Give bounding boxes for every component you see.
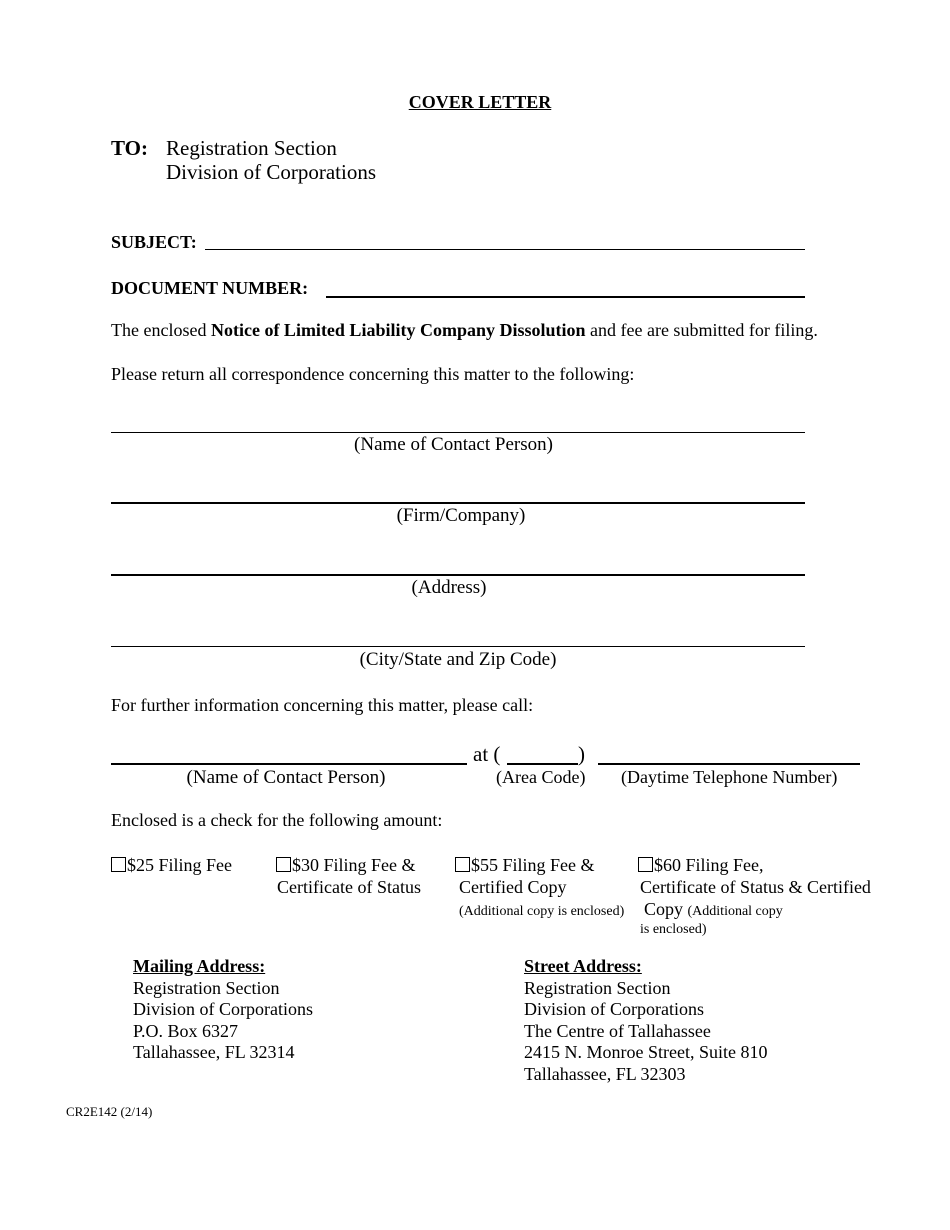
city-state-zip-field[interactable] [111,646,805,647]
to-line-2: Division of Corporations [166,160,376,184]
form-code: CR2E142 (2/14) [66,1104,153,1119]
city-state-zip-caption: (City/State and Zip Code) [359,649,557,670]
fee-option-30[interactable] [276,855,421,898]
street-address [524,956,767,1085]
phone-contact-name-field[interactable] [111,763,467,765]
fee-option-60-note-a: (Additional copy [687,904,783,919]
phone-close-paren: ) [578,742,585,766]
fee-option-25[interactable] [111,855,232,876]
phone-name-caption: (Name of Contact Person) [186,767,386,788]
fee-option-60[interactable] [638,855,871,938]
street-address-line: Registration Section [524,977,671,998]
contact-name-caption: (Name of Contact Person) [354,434,553,455]
phone-instruction: For further information concerning this matter, please call: [111,695,534,715]
enclosed-before: The enclosed [111,320,211,340]
mailing-address-line: Tallahassee, FL 32314 [133,1042,295,1062]
return-instruction: Please return all correspondence concerning this matter to the following: [111,364,635,384]
checkbox-25-fee[interactable] [111,857,126,872]
subject-label: SUBJECT: [111,232,197,252]
fee-option-30-line2: Certificate of Status [277,877,421,897]
area-code-field[interactable] [507,763,578,765]
fee-option-55-line1: $55 Filing Fee & [471,855,595,875]
to-line-1: Registration Section [166,136,337,160]
contact-name-field[interactable] [111,432,805,433]
address-field[interactable] [111,574,805,576]
fee-option-55-line2: Certified Copy [459,877,567,897]
telephone-number-field[interactable] [598,763,860,765]
street-address-line: 2415 N. Monroe Street, Suite 810 [524,1042,768,1062]
document-number-field[interactable] [326,296,805,298]
to-label: TO: [111,136,148,160]
enclosed-document-type: Notice of Limited Liability Company Dissolution [210,320,586,340]
enclosed-after: and fee are submitted for filing. [585,320,818,340]
firm-caption: (Firm/Company) [396,505,526,526]
fee-option-25-label: $25 Filing Fee [127,855,233,875]
mailing-address-line: P.O. Box 6327 [133,1020,239,1041]
mailing-address [133,956,313,1064]
fee-option-55[interactable] [455,855,624,922]
street-address-line: The Centre of Tallahassee [524,1020,711,1041]
street-address-line: Division of Corporations [524,999,704,1019]
firm-field[interactable] [111,502,805,504]
subject-field[interactable] [205,249,805,250]
mailing-address-header: Mailing Address: [133,956,266,976]
fee-option-60-line1: $60 Filing Fee, [654,855,764,875]
check-instruction: Enclosed is a check for the following amount: [111,810,443,830]
address-caption: (Address) [411,577,487,598]
mailing-address-line: Registration Section [133,977,280,998]
fee-option-60-line3: Copy [644,899,684,919]
phone-at-text: at ( [473,742,501,766]
checkbox-55-fee[interactable] [455,857,470,872]
street-address-line: Tallahassee, FL 32303 [524,1063,686,1084]
fee-option-60-line2: Certificate of Status & Certified [640,877,871,897]
page-title: COVER LETTER [408,92,552,112]
fee-option-55-note: (Additional copy is enclosed) [459,904,625,919]
fee-option-30-line1: $30 Filing Fee & [292,855,416,875]
telephone-number-caption: (Daytime Telephone Number) [621,767,838,787]
enclosed-sentence [111,320,818,341]
checkbox-30-fee[interactable] [276,857,291,872]
fee-option-60-note-b: is enclosed) [640,922,707,937]
area-code-caption: (Area Code) [496,767,586,787]
checkbox-60-fee[interactable] [638,857,653,872]
street-address-header: Street Address: [524,956,642,976]
document-number-label: DOCUMENT NUMBER: [111,278,309,298]
mailing-address-line: Division of Corporations [133,999,313,1019]
